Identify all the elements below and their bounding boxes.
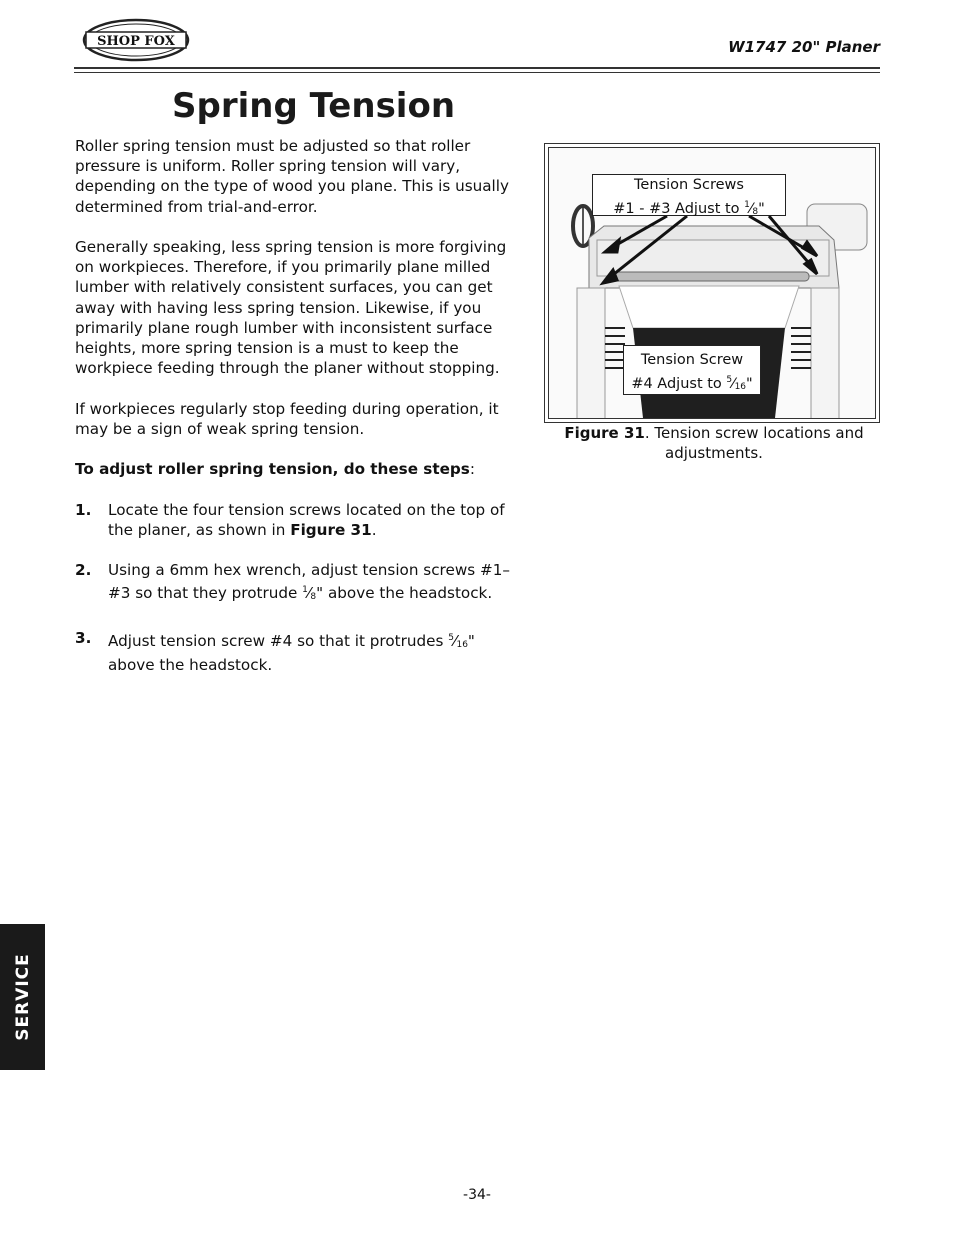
- callout-line: Tension Screws: [634, 177, 744, 193]
- fraction-numerator: 1: [302, 585, 308, 596]
- fraction-numerator: 1: [744, 200, 750, 210]
- steps-intro-bold: To adjust roller spring tension, do these steps: [75, 460, 470, 479]
- page-number: -34-: [463, 1187, 491, 1203]
- step-3: 3. Adjust tension screw #4 so that it protrudes $^5⁄_{16}$" above the headstock.: [75, 628, 475, 674]
- callout-text: #4 Adjust to: [631, 376, 727, 392]
- header-rule-thin: [74, 72, 880, 73]
- paragraph: If workpieces regularly stop feeding during operation, it may be a sign of weak spring tension.: [75, 399, 499, 438]
- step-text: Locate the four tension screws located on the top of the planer, as shown in: [108, 500, 505, 539]
- page-title: Spring Tension: [172, 86, 456, 126]
- fraction-numerator: 5: [726, 375, 733, 385]
- callout-line: #1 - #3 Adjust to $^1⁄_8$": [613, 200, 765, 217]
- fraction-denominator: 8: [752, 207, 759, 217]
- step-text-end: .: [371, 520, 377, 539]
- steps-intro-colon: :: [469, 460, 475, 479]
- step-text-end: " above the headstock.: [108, 631, 475, 674]
- steps-intro: [75, 459, 520, 479]
- step-text-end: " above the headstock.: [316, 584, 493, 603]
- callout-tension-screws-1-3: [592, 174, 786, 216]
- step-number: 3.: [75, 628, 92, 647]
- paragraph: Roller spring tension must be adjusted so that roller pressure is uniform. Roller spring tension will vary, depending on the type of wood you plane. This is usually determined from trial-and-error.: [75, 137, 509, 216]
- figure-reference[interactable]: Figure 31: [290, 520, 372, 539]
- step-1: [75, 500, 520, 540]
- fraction-numerator: 5: [448, 632, 454, 643]
- caption-text: . Tension screw locations and adjustments.: [644, 424, 864, 462]
- paragraph: Generally speaking, less spring tension is more forgiving on workpieces. Therefore, if you primarily plane milled lumber with relatively consistent surfaces, you can get away with having less spring tension. Likewise, if you primarily plane rough lumber with inconsistent surface heights, more spring tension is a must to keep the workpiece feeding through the planer without stopping.: [75, 238, 507, 378]
- section-tab-service[interactable]: [0, 924, 45, 1070]
- step-2: 2. Using a 6mm hex wrench, adjust tension screws #1–#3 so that they protrude $^1⁄_8$" above the headstock.: [75, 561, 510, 603]
- caption-label: Figure 31: [564, 424, 645, 442]
- callout-text-end: ": [758, 201, 765, 217]
- step-text: Using a 6mm hex wrench, adjust tension screws #1–#3 so that they protrude: [108, 561, 510, 603]
- fraction-denominator: 8: [310, 592, 317, 603]
- section-tab-label: SERVICE: [12, 953, 33, 1041]
- fraction-denominator: 16: [734, 382, 747, 392]
- callout-line: #4 Adjust to $^5⁄_{16}$": [631, 375, 753, 392]
- callout-tension-screw-4: [623, 345, 761, 395]
- body-text: [75, 136, 520, 695]
- header-rule: [74, 67, 880, 69]
- shop-fox-logo: [82, 18, 190, 62]
- step-number: 1.: [75, 500, 92, 519]
- callout-text: #1 - #3 Adjust to: [613, 201, 745, 217]
- logo-text: SHOP FOX: [97, 34, 175, 49]
- model-name: W1747 20" Planer: [728, 38, 880, 56]
- step-number: 2.: [75, 561, 92, 580]
- callout-line: Tension Screw: [640, 352, 744, 368]
- figure-caption: [548, 423, 880, 463]
- step-text: Adjust tension screw #4 so that it protrudes: [108, 631, 449, 650]
- callout-text-end: ": [746, 376, 753, 392]
- fraction-denominator: 16: [456, 639, 468, 650]
